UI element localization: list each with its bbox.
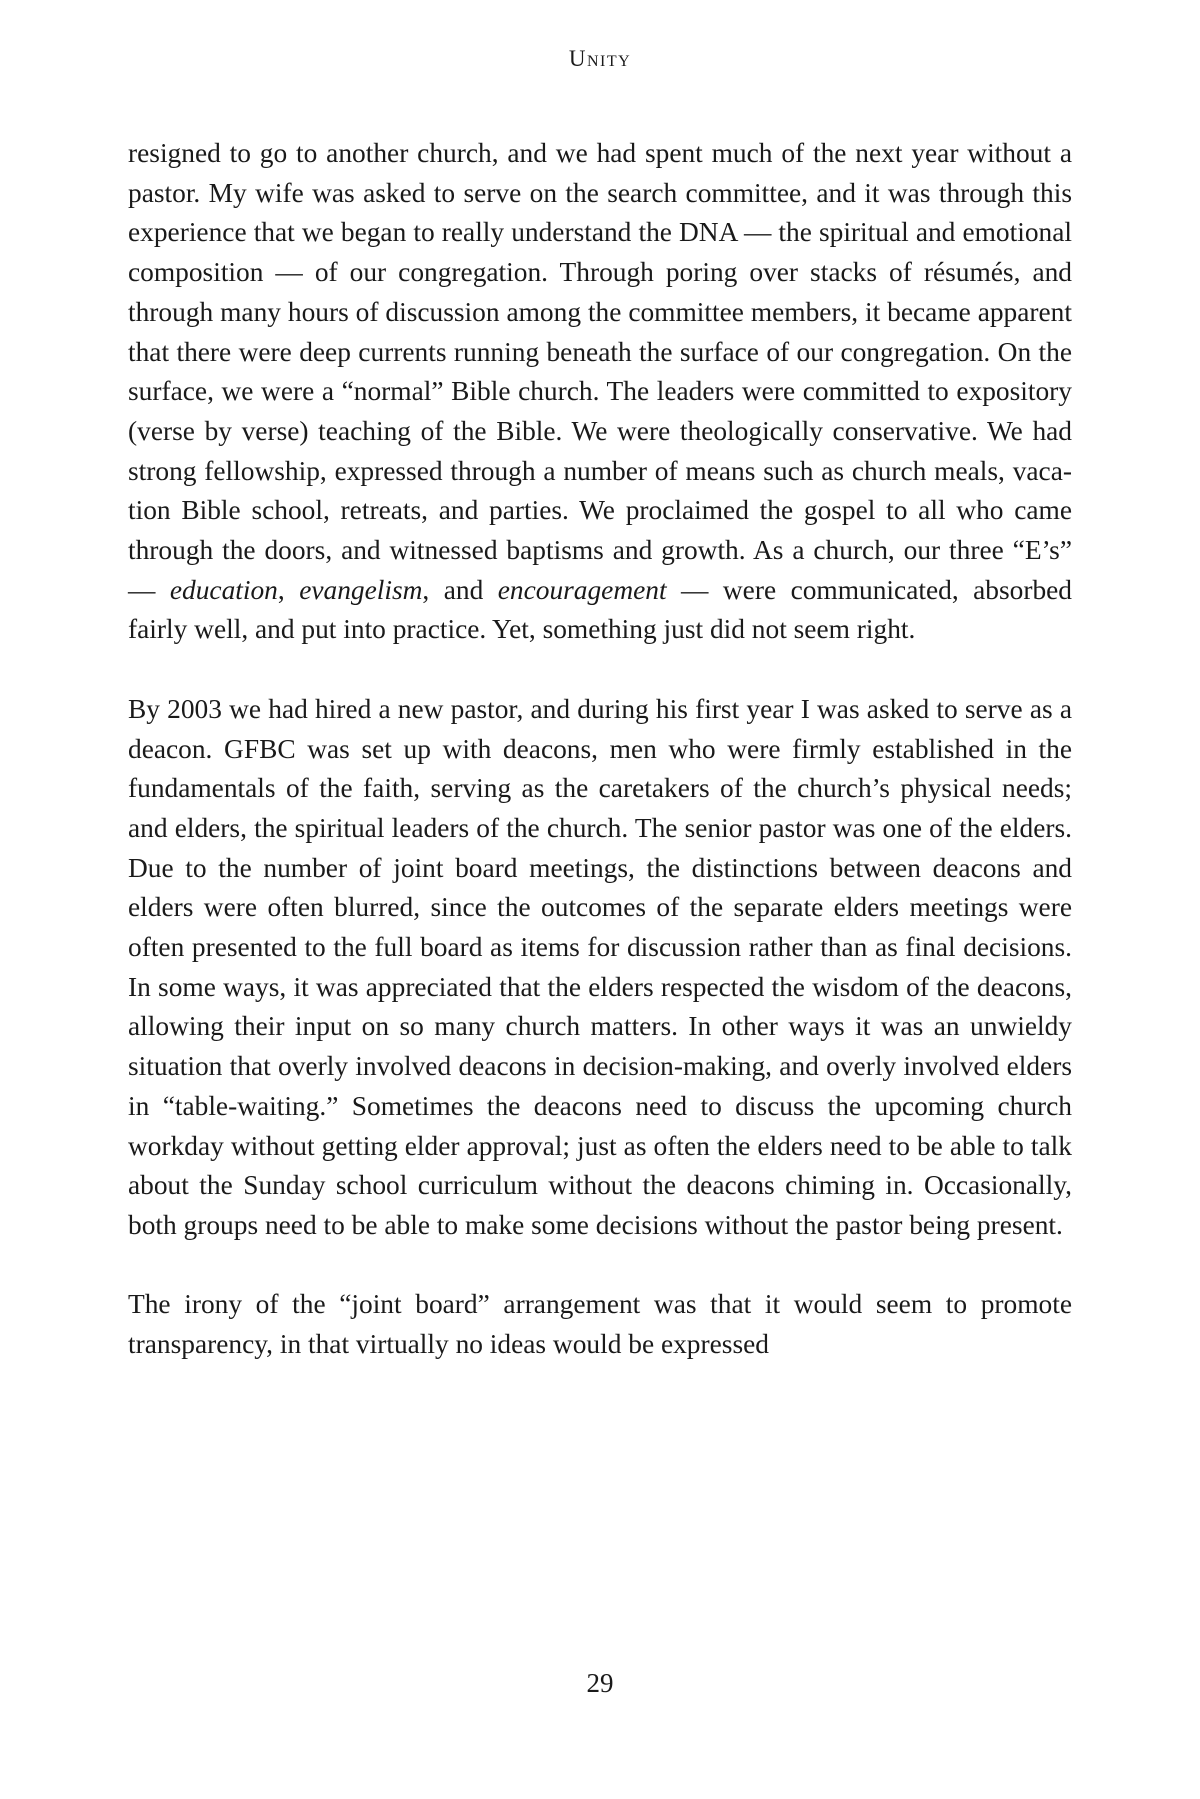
italic-term-education: education (169, 574, 278, 605)
page-number: 29 (586, 1668, 614, 1698)
paragraph-text: resigned to go to another church, and we had spent much of the next year without a pastor. My wife was asked to serve on the search committee, and it was through this experience that we began to really understand the DNA — the spiritual and emotional composition — of our congregation. Through poring over stacks of résumés, and through many hours of discussion among the committee members, it became apparent that there were deep currents running beneath the surface of our congregation. On the surface, we were a “normal” Bible church. The leaders were committed to expository (verse by verse) teaching of the Bible. We were theologically conservative. We had strong fellowship, expressed through a number of means such as church meals, vacation Bible school, retreats, and parties. We proclaimed the gospel to all who came through the doors, and witnessed baptisms and growth. As a church, our three “E’s” — (128, 138, 1072, 605)
italic-term-evangelism: evangelism (299, 574, 423, 605)
separator: , (277, 574, 300, 605)
italic-term-encouragement: encouragement (497, 574, 667, 605)
separator: , and (422, 574, 498, 605)
paragraph-search-committee (128, 134, 1072, 650)
running-head: Unity (568, 46, 632, 71)
body-text (128, 134, 1072, 1365)
paragraph-joint-board: The irony of the “joint board” arrangement was that it would seem to promote transparency, in that virtually no ideas would be expressed (128, 1289, 1072, 1360)
paragraph-text: — were communicated, absorbed fairly well, and put into practice. Yet, something just did not seem right. (128, 574, 1073, 645)
paragraph-deacons-elders: By 2003 we had hired a new pastor, and during his first year I was asked to serve as a deacon. GFBC was set up with deacons, men who were firmly established in the fundamentals of the faith, serving as the caretakers of the church’s physical needs; and elders, the spiritual leaders of the church. The senior pastor was one of the elders. Due to the number of joint board meetings, the distinctions between deacons and elders were often blurred, since the outcomes of the separate elders meetings were often presented to the full board as items for discussion rather than as final decisions. In some ways, it was appreciated that the elders respected the wisdom of the deacons, allowing their input on so many church matters. In other ways it was an unwieldy situation that overly involved deacons in decision-making, and overly involved elders in “table-waiting.” Sometimes the deacons need to discuss the upcoming church workday without getting elder approval; just as often the elders need to be able to talk about the Sunday school curriculum without the deacons chiming in. Occasionally, both groups need to be able to make some decisions without the pastor being present. (128, 693, 1072, 1240)
